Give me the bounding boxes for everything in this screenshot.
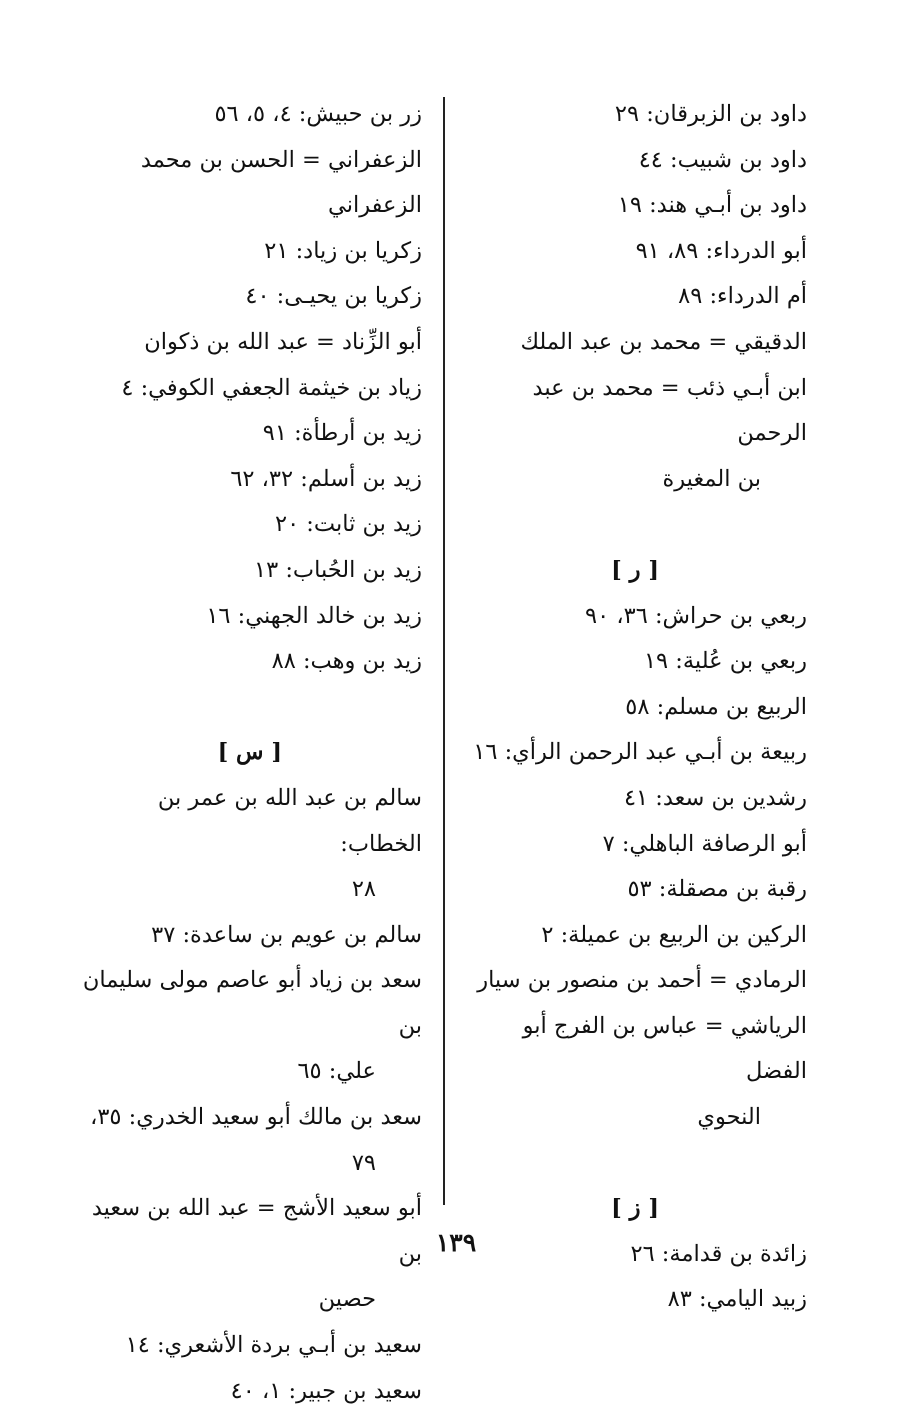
index-entry [462, 822, 807, 868]
index-entry [462, 867, 807, 913]
index-entry-text: سالم بن عبد الله بن عمر بن الخطاب: [157, 784, 422, 857]
index-entry-text: داود بن شبيب: ٤٤ [638, 146, 807, 173]
index-entry-text: أم الدرداء: ٨٩ [678, 283, 807, 310]
index-entry [462, 138, 807, 184]
index-entry [462, 366, 807, 503]
index-entry-text: أبو الزِّناد = عبد الله بن ذكوان [144, 328, 422, 355]
index-entry [82, 776, 422, 913]
index-entry [82, 958, 422, 1095]
column-divider [443, 97, 445, 1205]
index-entry-text: زيد بن الحُباب: ١٣ [254, 556, 422, 583]
index-entry [462, 958, 807, 1004]
index-entry-text: رشدين بن سعد: ٤١ [623, 784, 807, 811]
index-entry [82, 366, 422, 412]
index-entry-text: زيد بن ثابت: ٢٠ [274, 511, 422, 538]
index-entry-text: زكريا بن يحيـى: ٤٠ [245, 283, 422, 310]
index-entry [82, 502, 422, 548]
index-entry-text: ربيعة بن أبـي عبد الرحمن الرأي: ١٦ [473, 739, 807, 766]
index-entry [82, 639, 422, 685]
index-entry [462, 1004, 807, 1141]
index-entry [82, 1323, 422, 1369]
index-entry-text: زبيد اليامي: ٨٣ [667, 1286, 807, 1313]
index-entry [82, 274, 422, 320]
index-entry [82, 138, 422, 229]
section-spacer [82, 685, 422, 731]
index-entry-text: زيد بن وهب: ٨٨ [271, 648, 422, 675]
index-entry [462, 730, 807, 776]
index-entry-text: الربيع بن مسلم: ٥٨ [625, 693, 807, 720]
index-entry-text: الرياشي = عباس بن الفرج أبو الفضل [522, 1012, 807, 1085]
index-entry [462, 776, 807, 822]
index-entry [462, 229, 807, 275]
index-entry-continuation: علي: ٦٥ [297, 1058, 376, 1085]
index-entry [462, 913, 807, 959]
index-entry [462, 639, 807, 685]
index-entry-text: رقبة بن مصقلة: ٥٣ [627, 876, 807, 903]
index-entry [82, 548, 422, 594]
index-entry [82, 411, 422, 457]
index-entry-text: داود بن الزبرقان: ٢٩ [614, 101, 807, 127]
index-entry-text: سعد بن مالك أبو سعيد الخدري: ٣٥، [90, 1104, 422, 1131]
index-entry-text: زكريا بن زياد: ٢١ [264, 237, 422, 264]
index-entry-text: زيد بن أسلم: ٣٢، ٦٢ [230, 465, 422, 492]
index-entry-continuation: بن المغيرة [662, 465, 761, 492]
index-entry [82, 457, 422, 503]
index-entry-text: سعيد بن جبير: ١، ٤٠ [230, 1377, 422, 1404]
index-entry-text: الدقيقي = محمد بن عبد الملك [520, 328, 807, 355]
index-entry [462, 92, 807, 138]
index-entry-text: أبو الرصافة الباهلي: ٧ [602, 830, 807, 857]
index-entry [462, 320, 807, 366]
index-entry-text: الرمادي = أحمد بن منصور بن سيار [477, 967, 807, 994]
index-entry-text: الزعفراني = الحسن بن محمد الزعفراني [140, 146, 422, 219]
index-entry-text: الركين بن الربيع بن عميلة: ٢ [541, 921, 807, 948]
index-entry [82, 1095, 422, 1186]
index-entry [82, 229, 422, 275]
index-entry [462, 183, 807, 229]
index-entry-text: زر بن حبيش: ٤، ٥، ٥٦ [214, 101, 422, 127]
index-entry [82, 594, 422, 640]
index-entry [82, 1369, 422, 1415]
index-entry-text: أبو سعيد الأشج = عبد الله بن سعيد بن [91, 1195, 422, 1267]
index-entry-continuation: ٢٨ [351, 876, 376, 903]
index-entry-text: داود بن أبـي هند: ١٩ [617, 192, 807, 219]
index-entry-text: ربعي بن عُلية: ١٩ [643, 648, 807, 675]
index-entry-text: سعيد بن أبـي بردة الأشعري: ١٤ [125, 1332, 422, 1359]
index-entry-continuation: ٧٩ [351, 1149, 376, 1176]
section-spacer [462, 502, 807, 548]
index-entry [462, 1277, 807, 1323]
index-entry [462, 594, 807, 640]
index-entry-text: أبو الدرداء: ٨٩، ٩١ [635, 237, 807, 264]
index-entry [82, 320, 422, 366]
index-entry [462, 274, 807, 320]
letter-heading: [ ر ] [611, 556, 659, 583]
index-entry-text: زياد بن خيثمة الجعفي الكوفي: ٤ [121, 374, 422, 401]
index-entry-text: سعد بن زياد أبو عاصم مولى سليمان بن [82, 967, 422, 1039]
index-column-right [462, 92, 807, 1323]
index-entry-text: زائدة بن قدامة: ٢٦ [630, 1240, 807, 1267]
index-entry-text: زيد بن خالد الجهني: ١٦ [206, 602, 422, 629]
index-entry-text: زيد بن أرطأة: ٩١ [262, 420, 422, 447]
index-entry-text: سالم بن عويم بن ساعدة: ٣٧ [151, 921, 422, 948]
section-spacer [462, 1141, 807, 1187]
index-entry-text: ربعي بن حراش: ٣٦، ٩٠ [585, 602, 807, 629]
index-entry-continuation: النحوي [697, 1104, 761, 1131]
index-entry-continuation: حصين [318, 1286, 376, 1313]
letter-heading: [ س ] [217, 739, 282, 766]
index-column-left [82, 92, 422, 1414]
letter-heading: [ ز ] [611, 1195, 659, 1222]
index-entry [82, 92, 422, 138]
index-entry [82, 913, 422, 959]
page-number: ١٣٩ [435, 1228, 477, 1257]
index-entry-text: ابن أبـي ذئب = محمد بن عبد الرحمن [532, 374, 807, 447]
index-entry [462, 685, 807, 731]
